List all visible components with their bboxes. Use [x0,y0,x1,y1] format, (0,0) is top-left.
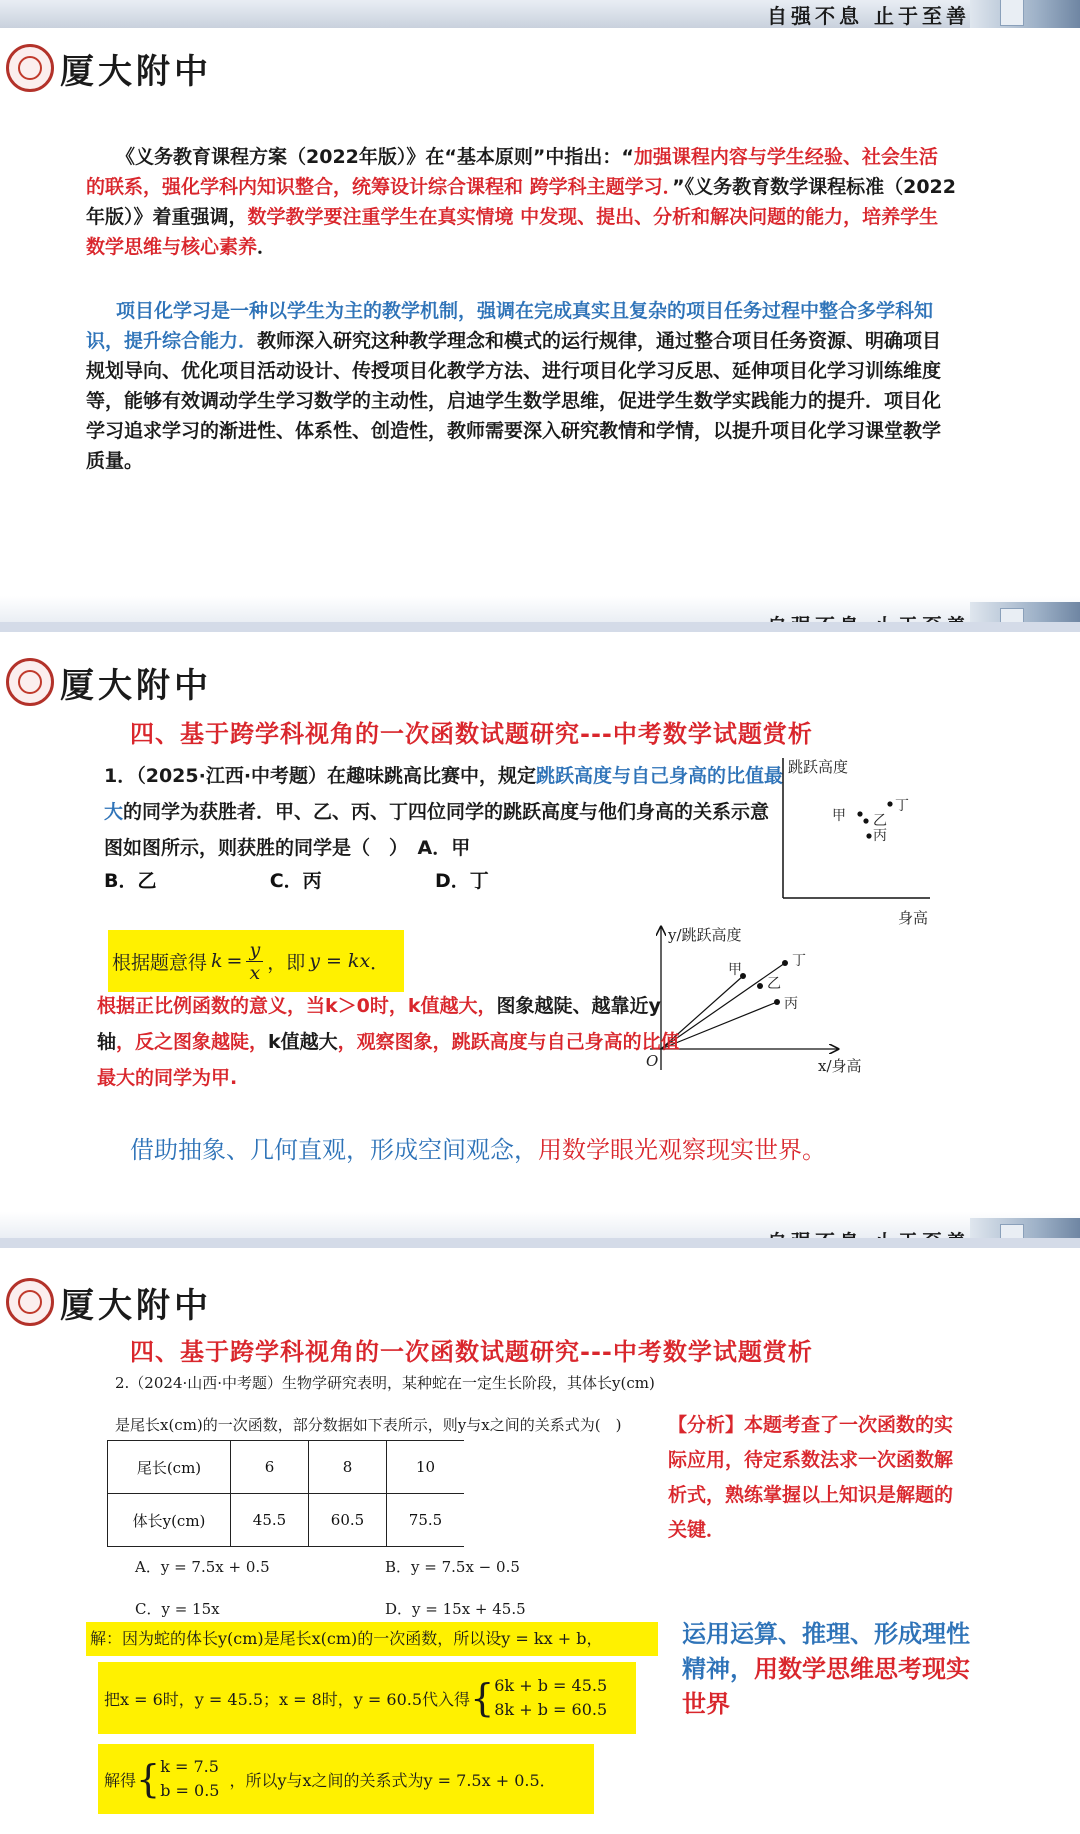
question-1 [104,758,784,866]
school-name: 厦大附中 [60,1286,212,1326]
chart1-xlabel: 身高 [898,909,929,927]
summary-blue: 借助抽象、几何直观，形成空间观念， [130,1136,538,1164]
chart2-ylabel: y/跳跃高度 [668,926,742,944]
table-cell: 60.5 [309,1494,387,1547]
chart2-point-label: 丙 [784,996,798,1012]
table-cell: 8 [309,1441,387,1494]
chart2-point [774,999,780,1005]
table-row [108,1441,465,1494]
paragraph-1-segment: 加强课程内容与学生经验、社会生活的联系，强化学科内知识整合，统筹设计综合课程和 跨学科主题学习． [86,146,938,198]
slide-top-strip [0,0,1080,28]
chart1-ylabel: 跳跃高度 [788,758,849,776]
hint-mid: ，即 [267,951,306,974]
summary-red: 用数学思维思考现实世界 [682,1655,970,1718]
conclusion-segment: k值越大 [268,1031,338,1053]
solution-k: k = 7.5 [160,1757,219,1776]
school-logo [6,658,54,706]
analysis-text: 【分析】本题考查了一次函数的实际应用，待定系数法求一次函数解析式，熟练掌握以上知识是解题的关键． [668,1414,954,1541]
option-b: B．y = 7.5x − 0.5 [385,1558,520,1576]
chart2-point [782,960,788,966]
option-b: B．乙 [104,870,157,892]
chart1-point [857,811,862,816]
paragraph-1-segment: 《义务教育课程方案（2022年版）》在“基本原则”中指出：“ [116,146,634,168]
chart2-point-label: 丁 [792,953,806,969]
conclusion-text [97,988,697,1096]
brace-icon: { [136,1757,161,1801]
equation-2: 8k + b = 60.5 [494,1700,608,1719]
chart1-point [887,801,892,806]
slide-1 [0,0,1080,622]
conclusion-segment: ，反之图象越陡， [116,1031,269,1053]
solution-line-2 [98,1662,636,1734]
solution-b: b = 0.5 [160,1781,220,1800]
hint-prefix: 根据题意得 [112,951,208,974]
school-name: 厦大附中 [60,666,212,706]
table-cell: 尾长(cm) [108,1441,231,1494]
brace-icon: { [470,1676,495,1720]
section-title: 四、基于跨学科视角的一次函数试题研究---中考数学试题赏析 [130,720,813,748]
question-1-segment: 跳跃高度与自己身高的比值最大 [104,765,784,823]
option-d: D．y = 15x + 45.5 [385,1600,526,1618]
paragraph-2-segment: 教师深入研究这种教学理念和模式的运行规律，通过整合项目任务资源、明确项目规划导向、优化项目活动设计、传授项目化教学方法、进行项目化学习反思、延伸项目化学习训练维度等，能够有效调动学生学习数学的主动性，启迪学生数学思维，促进学生数学实践能力的提升．项目化学习追求学习的渐进性、体系性、创造性，教师需要深入研究教情和学情，以提升项目化学习课堂教学质量。 [86,330,942,472]
table-cell: 45.5 [231,1494,309,1547]
table-cell: 10 [387,1441,465,1494]
hint-fraction [246,939,263,984]
summary-blue: 运用运算、推理、形成理性精神， [682,1620,970,1683]
school-name: 厦大附中 [60,52,212,92]
slide-2 [0,622,1080,1238]
chart1-point [866,833,871,838]
chart1-point-label: 丁 [895,798,909,814]
hint-frac-num: y [246,939,263,962]
chart1-point-label: 乙 [873,813,887,829]
hint-end: ． [370,951,390,974]
paragraph-1-segment: ． [257,236,277,258]
question-1-segment: 的同学为获胜者．甲、乙、丙、丁四位同学的跳跃高度与他们身高的关系示意图如图所示，则获胜的同学是（ ） A．甲 [104,801,770,859]
solution-system [160,1755,219,1803]
question-2-line-2: 是尾长x(cm)的一次函数，部分数据如下表所示，则y与x之间的关系式为( ) [115,1416,622,1434]
option-c: C．y = 15x [135,1600,220,1618]
conclusion-segment: ，观察图象，跳跃高度与自己身高的比值最大的同学为甲. [97,1031,680,1089]
solution-3-prefix: 解得 [104,1770,137,1790]
chart2-point [757,983,763,989]
equation-1: 6k + b = 45.5 [494,1676,608,1695]
paragraph-project-learning [86,296,956,476]
slide-top-bar [0,1238,1080,1248]
question-2-line-1: 2.（2024·山西·中考题）生物学研究表明，某种蛇在一定生长阶段，其体长y(cm) [115,1374,655,1392]
chart2-origin: O [646,1052,659,1070]
building-image [970,0,1080,28]
chart1-point [863,818,868,823]
chart2-xlabel: x/身高 [818,1057,862,1075]
option-d: D．丁 [434,870,489,892]
paragraph-1-segment: ”《义务教育数学课程标准（2022年版）》着重强调， [86,176,956,228]
school-logo [6,44,54,92]
option-a: A．y = 7.5x + 0.5 [135,1558,270,1576]
summary-line [130,1130,826,1165]
summary-text [682,1617,972,1722]
chart-schematic [780,758,940,938]
question-1-segment: 1．（2025·江西·中考题）在趣味跳高比赛中，规定 [104,765,537,787]
table-row [108,1494,465,1547]
table-cell: 75.5 [387,1494,465,1547]
chart1-point-label: 甲 [832,808,846,824]
conclusion-segment: 根据正比例函数的意义，当k＞0时，k值越大， [97,995,497,1017]
data-table [107,1440,464,1547]
motto: 自强不息 止于至善 [767,4,970,28]
option-c: C．丙 [269,870,322,892]
chart2-point-label: 乙 [767,976,781,992]
slide-top-bar [0,622,1080,632]
question-1-options [104,866,664,893]
table-cell: 6 [231,1441,309,1494]
summary-red: 用数学眼光观察现实世界。 [538,1136,826,1164]
equation-system [494,1674,607,1722]
paragraph-curriculum [86,142,956,262]
solution-line-1: 解：因为蛇的体长y(cm)是尾长x(cm)的一次函数，所以设y = kx + b， [86,1622,658,1656]
paragraph-1-segment: 数学教学要注重学生在真实情境 中发现、提出、分析和解决问题的能力，培养学生数学思维与核心素养 [86,206,939,258]
hint-eq: y = kx [309,950,371,972]
paragraph-2-segment: 项目化学习是一种以学生为主的教学机制，强调在完成真实且复杂的项目任务过程中整合多学科知识，提升综合能力． [86,300,934,352]
chart1-point-label: 丙 [873,828,887,844]
school-logo [6,1278,54,1326]
conclusion-segment: 图象越陡、越靠近y轴 [97,995,661,1053]
section-title: 四、基于跨学科视角的一次函数试题研究---中考数学试题赏析 [130,1338,813,1366]
solution-3-suffix: ，所以y与x之间的关系式为y = 7.5x + 0.5． [229,1770,556,1790]
hint-k: k [211,950,223,972]
chart2-point-label: 甲 [728,962,742,978]
solution-line-3 [98,1744,594,1814]
solution-2-prefix: 把x = 6时，y = 45.5；x = 8时，y = 60.5代入得 [104,1689,471,1709]
hint-frac-den: x [249,961,261,984]
table-cell: 体长y(cm) [108,1494,231,1547]
hint-box: 根据题意得 k = $\frac{y}{x}$ ，即 y = kx ． [108,930,404,992]
